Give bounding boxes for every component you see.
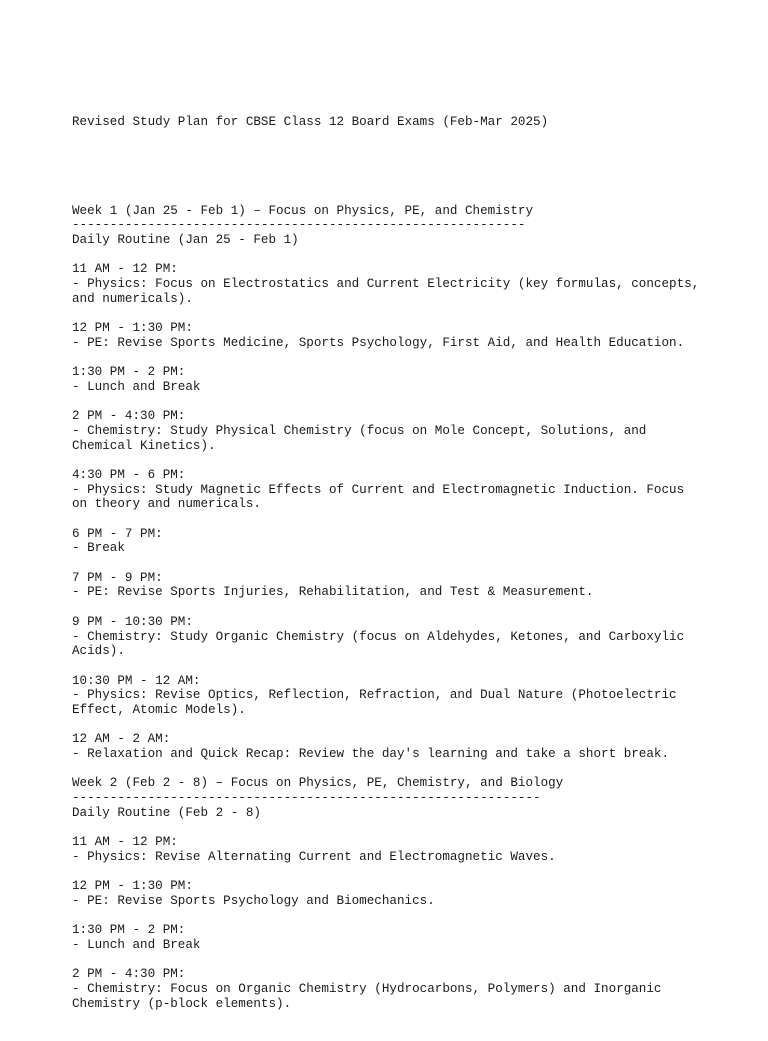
document-title: Revised Study Plan for CBSE Class 12 Board Exams (Feb-Mar 2025)	[72, 115, 549, 130]
week-section	[72, 204, 732, 777]
spacer	[72, 306, 732, 321]
slot-time: 7 PM - 9 PM:	[72, 570, 163, 585]
spacer	[72, 453, 732, 468]
time-slot	[72, 571, 732, 615]
slot-description-line: - Lunch and Break	[72, 379, 201, 394]
spacer	[72, 762, 732, 777]
slot-description-line: Effect, Atomic Models).	[72, 702, 246, 717]
routine-label: Daily Routine (Jan 25 - Feb 1)	[72, 232, 299, 247]
spacer	[72, 659, 732, 674]
slot-time: 2 PM - 4:30 PM:	[72, 967, 186, 982]
slot-description-line: - Physics: Study Magnetic Effects of Current and Electromagnetic Induction. Focus	[72, 482, 685, 497]
time-slot	[72, 321, 732, 365]
slot-description-line: - PE: Revise Sports Psychology and Biomechanics.	[72, 893, 435, 908]
spacer	[72, 395, 732, 410]
slot-time: 6 PM - 7 PM:	[72, 526, 163, 541]
time-slot	[72, 527, 732, 571]
slot-description-line: - Physics: Focus on Electrostatics and Current Electricity (key formulas, concepts,	[72, 277, 700, 292]
section-rule: ------------------------------------------------------------	[72, 218, 526, 233]
slot-time: 11 AM - 12 PM:	[72, 262, 178, 277]
slot-time: 10:30 PM - 12 AM:	[72, 673, 201, 688]
slot-time: 1:30 PM - 2 PM:	[72, 923, 186, 938]
section-rule: --------------------------------------------------------------	[72, 791, 541, 806]
spacer	[72, 865, 732, 880]
time-slot	[72, 967, 732, 1026]
time-slot	[72, 365, 732, 409]
slot-description-line: - Physics: Revise Alternating Current and Electromagnetic Waves.	[72, 849, 556, 864]
spacer	[72, 512, 732, 527]
slot-time: 12 PM - 1:30 PM:	[72, 321, 193, 336]
slot-description-line: - Break	[72, 541, 125, 556]
slot-time: 1:30 PM - 2 PM:	[72, 365, 186, 380]
spacer	[72, 909, 732, 924]
slot-time: 11 AM - 12 PM:	[72, 835, 178, 850]
slot-description-line: - PE: Revise Sports Medicine, Sports Psychology, First Aid, and Health Education.	[72, 335, 685, 350]
slot-time: 4:30 PM - 6 PM:	[72, 467, 186, 482]
slot-time: 2 PM - 4:30 PM:	[72, 409, 186, 424]
spacer	[72, 556, 732, 571]
slot-time: 12 AM - 2 AM:	[72, 732, 171, 747]
slot-description-line: Chemical Kinetics).	[72, 438, 216, 453]
slot-description-line: - Physics: Revise Optics, Reflection, Refraction, and Dual Nature (Photoelectric	[72, 688, 677, 703]
time-slot	[72, 615, 732, 674]
slot-time: 12 PM - 1:30 PM:	[72, 879, 193, 894]
slot-description-line: - Lunch and Break	[72, 937, 201, 952]
slot-description-line: and numericals).	[72, 291, 193, 306]
time-slot	[72, 262, 732, 321]
slot-description-line: - Chemistry: Study Physical Chemistry (focus on Mole Concept, Solutions, and	[72, 423, 647, 438]
slot-description-line: - Chemistry: Focus on Organic Chemistry (Hydrocarbons, Polymers) and Inorganic	[72, 982, 662, 997]
spacer	[72, 350, 732, 365]
week-heading: Week 2 (Feb 2 - 8) – Focus on Physics, PE, Chemistry, and Biology	[72, 776, 564, 791]
slot-description-line: - Relaxation and Quick Recap: Review the day's learning and take a short break.	[72, 747, 670, 762]
time-slot	[72, 409, 732, 468]
slot-description-line: - PE: Revise Sports Injuries, Rehabilitation, and Test & Measurement.	[72, 585, 594, 600]
time-slot	[72, 835, 732, 879]
slot-description-line: - Chemistry: Study Organic Chemistry (focus on Aldehydes, Ketones, and Carboxylic	[72, 629, 685, 644]
spacer	[72, 953, 732, 968]
time-slot	[72, 923, 732, 967]
slot-description-line: Chemistry (p-block elements).	[72, 996, 292, 1011]
spacer	[72, 718, 732, 733]
spacer	[72, 600, 732, 615]
spacer	[72, 160, 732, 175]
week-section	[72, 776, 732, 1026]
time-slot	[72, 732, 732, 776]
slot-description-line: on theory and numericals.	[72, 497, 261, 512]
slot-time: 9 PM - 10:30 PM:	[72, 614, 193, 629]
slot-description-line: Acids).	[72, 644, 125, 659]
routine-label: Daily Routine (Feb 2 - 8)	[72, 805, 261, 820]
document-page	[72, 86, 732, 1041]
spacer	[72, 820, 732, 835]
week-heading: Week 1 (Jan 25 - Feb 1) – Focus on Physics, PE, and Chemistry	[72, 203, 534, 218]
time-slot	[72, 879, 732, 923]
spacer	[72, 248, 732, 263]
weeks-container	[72, 204, 732, 1027]
time-slot	[72, 674, 732, 733]
time-slot	[72, 468, 732, 527]
